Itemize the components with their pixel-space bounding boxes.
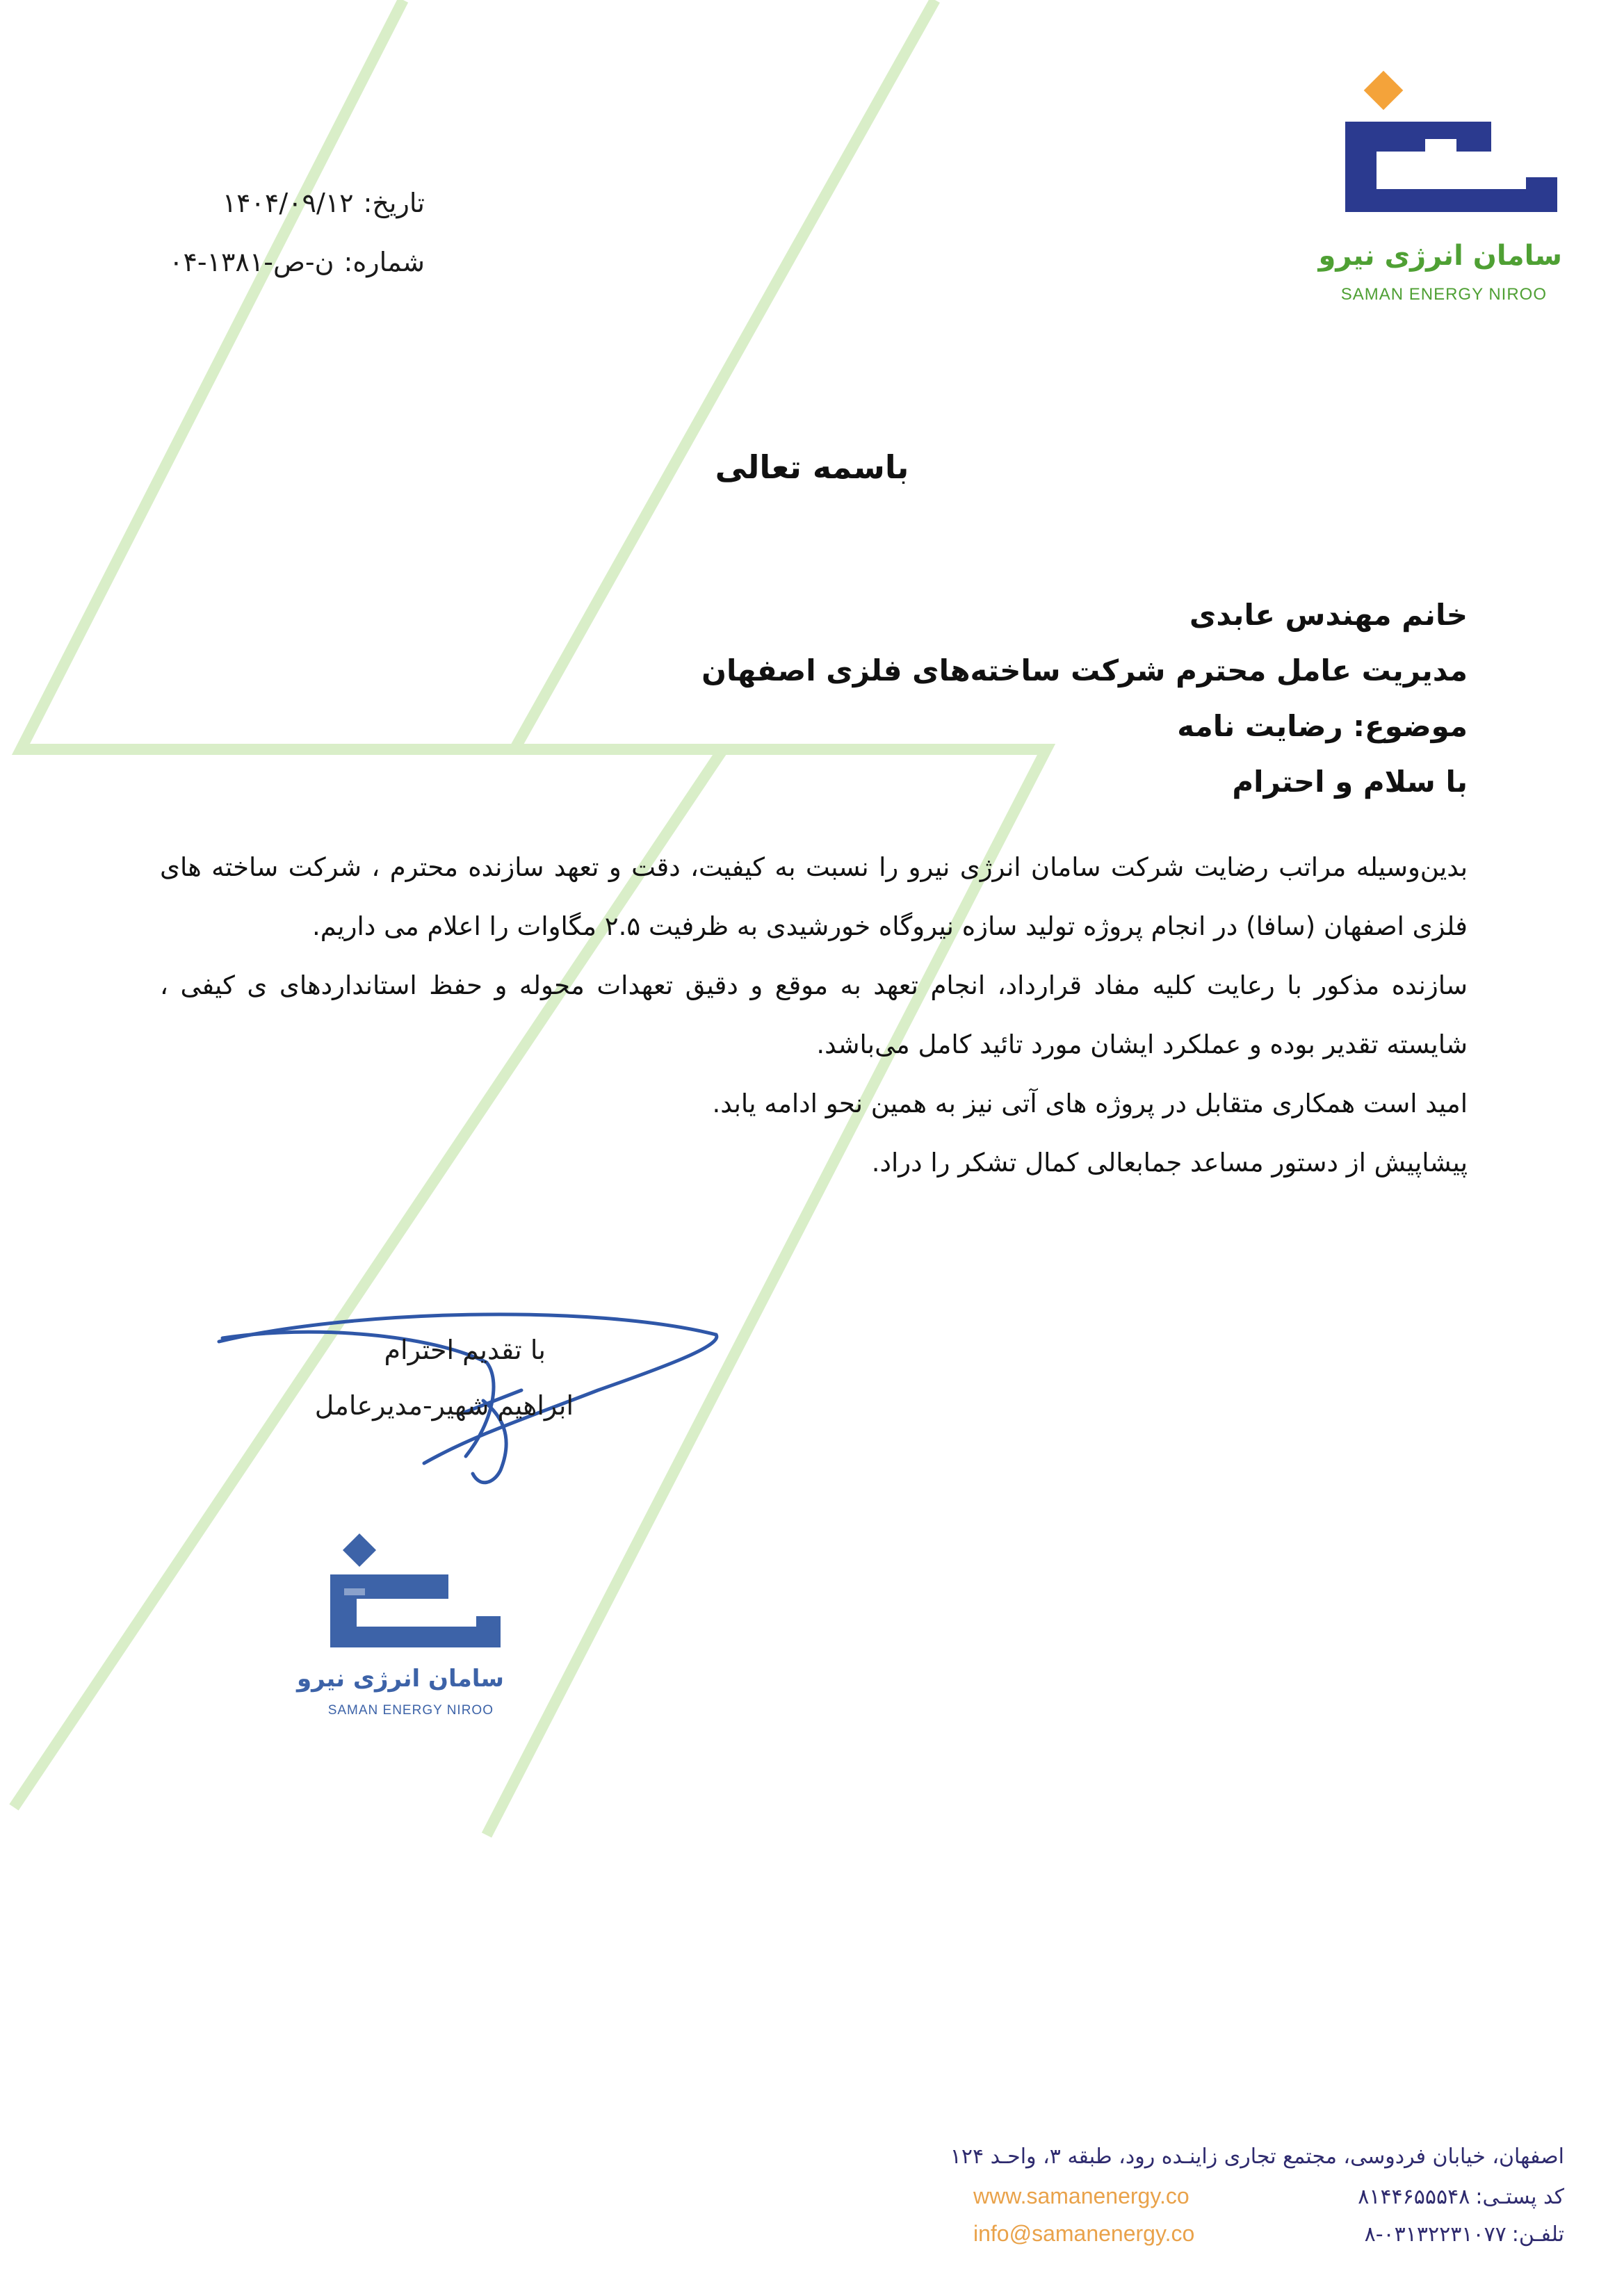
right-diagonal-line xyxy=(514,0,935,749)
body-paragraph: امید است همکاری متقابل در پروژه های آتی نیز به همین نحو ادامه یابد. xyxy=(712,1089,1468,1118)
footer-website[interactable]: www.samanenergy.co xyxy=(973,2183,1189,2208)
stamp-name-en: SAMAN ENERGY NIROO xyxy=(327,1703,494,1718)
letter-body xyxy=(160,838,1468,1192)
signer-name: ابراهیم شهیر-مدیرعامل xyxy=(314,1390,574,1421)
footer-contact xyxy=(950,2144,1564,2256)
logo-mark-icon xyxy=(1317,70,1568,236)
basmala-heading: باسمه تعالی xyxy=(715,448,909,486)
body-paragraph: بدین‌وسیله مراتب رضایت شرکت سامان انرژی نیرو را نسبت به کیفیت، دقت و تعهد سازنده محترم ، شرکت ساخته های فلزی اصفهان (سافا) در انجام پروژه تولید سازه نیروگاه خورشیدی به ظرفیت ۲.۵ مگاوات را اعلام می داریم. xyxy=(160,852,1468,941)
signature-block xyxy=(209,1296,730,1498)
number-label: شماره: xyxy=(343,247,425,277)
body-paragraph: سازنده مذکور با رعایت کلیه مفاد قرارداد، انجام تعهد به موقع و دقیق تعهدات محوله و حفظ استانداردهای ی کیفی ، شایسته تقدیر بوده و عملکرد ایشان مورد تائید کامل می‌باشد. xyxy=(160,970,1468,1059)
footer-email[interactable]: info@samanenergy.co xyxy=(973,2221,1195,2246)
date-label: تاریخ: xyxy=(363,188,425,218)
postal-label: کد پستـی: xyxy=(1475,2185,1564,2209)
phone-value: ۰۳۱۳۲۲۳۱۰۷۷-۸ xyxy=(1364,2222,1507,2247)
company-logo xyxy=(1317,70,1568,313)
footer-address: اصفهان، خیابان فردوسی، مجتمع تجاری زاینـده رود، طبقه ۳، واحـد ۱۲۴ xyxy=(950,2144,1564,2169)
postal-value: ۸۱۴۴۶۵۵۵۴۸ xyxy=(1358,2185,1470,2209)
recipient-name: خانم مهندس عابدی xyxy=(1189,598,1468,632)
greeting-line: با سلام و احترام xyxy=(1232,765,1468,799)
recipient-title: مدیریت عامل محترم شرکت ساخته‌های فلزی اصفهان xyxy=(701,653,1468,687)
subject-line: موضوع: رضایت نامه xyxy=(1177,709,1468,743)
signature-closing: با تقدیم احترام xyxy=(384,1335,546,1365)
number-value: ن-ص-۱۳۸۱-۰۴ xyxy=(169,247,334,277)
stamp-name-fa: سامان انرژی نیرو xyxy=(297,1665,504,1693)
footer-postal xyxy=(1358,2185,1564,2209)
date-value: ۱۴۰۴/۰۹/۱۲ xyxy=(222,188,354,218)
date-line xyxy=(222,188,425,218)
footer-phone xyxy=(1365,2222,1564,2247)
number-line xyxy=(169,247,425,277)
stamp-mark-icon xyxy=(316,1526,525,1665)
logo-name-en: SAMAN ENERGY NIROO xyxy=(1340,285,1547,304)
company-stamp xyxy=(297,1526,525,1727)
body-paragraph: پیشاپیش از دستور مساعد جمابعالی کمال تشکر را دراد. xyxy=(871,1148,1468,1178)
phone-label: تلفـن: xyxy=(1511,2222,1564,2247)
logo-name-fa: سامان انرژی نیرو xyxy=(1318,240,1562,272)
